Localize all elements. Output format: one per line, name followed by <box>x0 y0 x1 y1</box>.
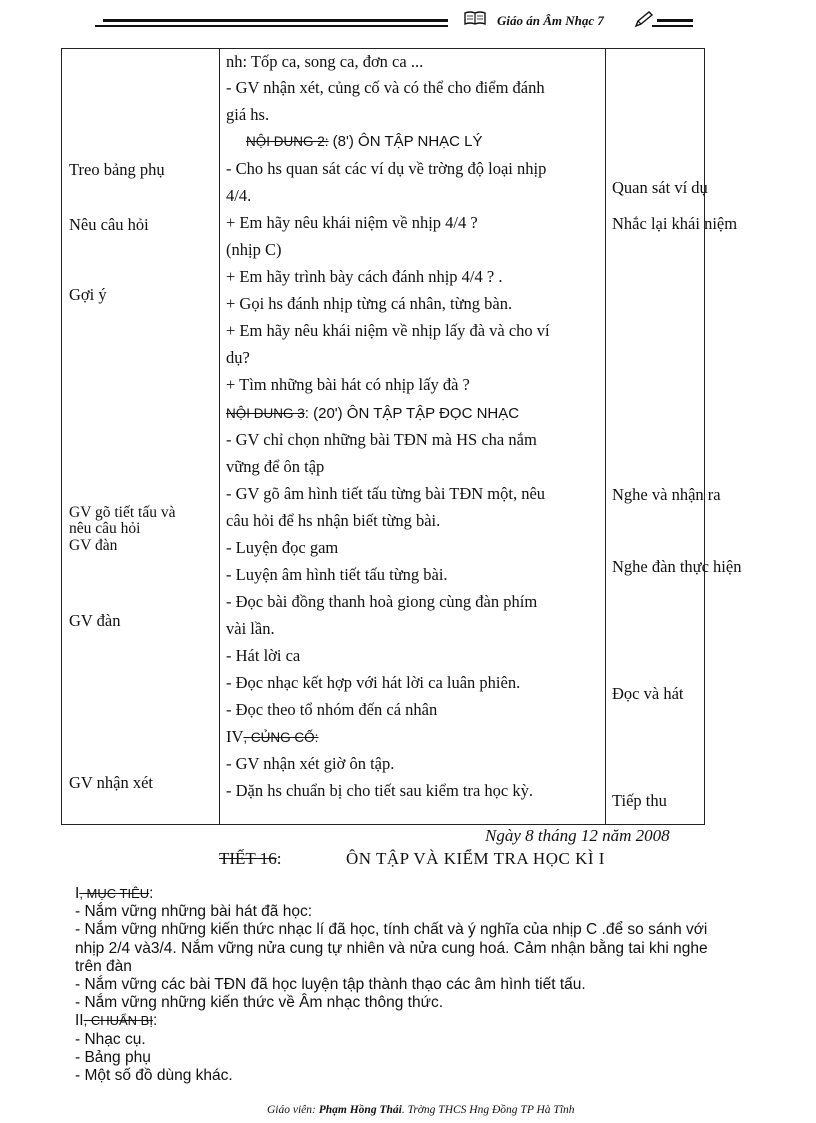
content-line: - Đọc theo tổ nhóm đến cá nhân <box>226 700 438 719</box>
teacher-activity: Treo bảng phụ <box>69 160 165 179</box>
preparation-line: - Một số đồ dùng khác. <box>75 1067 233 1085</box>
student-activity: Quan sát ví dụ <box>612 178 708 197</box>
column-divider <box>219 49 220 824</box>
content-line: - Đọc bài đồng thanh hoà giong cùng đàn phím <box>226 592 538 611</box>
objective-line: trên đàn <box>75 957 132 975</box>
lesson-body <box>75 885 785 1085</box>
content-line: vài lần. <box>226 619 275 638</box>
header-rule-bottom <box>95 25 448 27</box>
objective-line: - Nắm vững các bài TĐN đã học luyện tập thành thạo các âm hình tiết tấu. <box>75 976 586 994</box>
content-heading-4: IV, CỦNG CỐ: <box>226 727 319 746</box>
student-activity: Nghe và nhận ra <box>612 485 721 504</box>
lesson-number: TIẾT 16: <box>219 849 282 868</box>
content-line: - Đọc nhạc kết hợp với hát lời ca luân phiên. <box>226 673 521 692</box>
content-line: - Hát lời ca <box>226 646 301 665</box>
teacher-activity: GV gõ tiết tấu và <box>69 504 176 521</box>
content-heading-3: NỘI DUNG 3: (20') ÔN TẬP TẬP ĐỌC NHẠC <box>226 405 520 422</box>
student-activity: Nghe đàn thực hiện <box>612 557 742 576</box>
content-line: - GV gõ âm hình tiết tấu từng bài TĐN một, nêu <box>226 484 546 503</box>
content-line: nh: Tốp ca, song ca, đơn ca ... <box>226 52 424 71</box>
content-line: câu hỏi để hs nhận biết từng bài. <box>226 511 441 530</box>
content-line: (nhịp C) <box>226 240 282 259</box>
lesson-title: ÔN TẬP VÀ KIỂM TRA HỌC KÌ I <box>346 849 605 868</box>
content-line: + Tìm những bài hát có nhịp lấy đà ? <box>226 375 470 394</box>
section-heading-objectives: I, MỤC TIÊU: <box>75 885 154 902</box>
lesson-date: Ngày 8 tháng 12 năm 2008 <box>485 826 670 845</box>
objective-line: - Nắm vững những bài hát đã học: <box>75 903 313 921</box>
document-header-title: Giáo án Âm Nhạc 7 <box>497 13 604 28</box>
content-line: - Cho hs quan sát các ví dụ về trờng độ loại nhịp <box>226 159 547 178</box>
content-line: dụ? <box>226 348 250 367</box>
teacher-activity: GV đàn <box>69 611 121 630</box>
header-rule-right-bottom <box>652 25 693 27</box>
student-activity: Đọc và hát <box>612 684 684 703</box>
teacher-activity: Gợi ý <box>69 285 107 304</box>
content-line: - GV chỉ chọn những bài TĐN mà HS cha nắm <box>226 430 537 449</box>
teacher-activity: GV nhận xét <box>69 773 154 792</box>
teacher-activity: nêu câu hỏi <box>69 520 141 537</box>
content-line: - Luyện âm hình tiết tấu từng bài. <box>226 565 448 584</box>
objective-line: - Nắm vững những kiến thức về Âm nhạc thông thức. <box>75 994 444 1012</box>
content-line: + Em hãy trình bày cách đánh nhịp 4/4 ? . <box>226 267 503 286</box>
preparation-line: - Nhạc cụ. <box>75 1030 146 1048</box>
content-line: giá hs. <box>226 105 270 124</box>
content-line: - Luyện đọc gam <box>226 538 339 557</box>
objective-line: nhịp 2/4 và3/4. Nắm vững nửa cung tự nhiên và nửa cung hoá. Cảm nhận bằng tai khi nghe <box>75 939 708 957</box>
content-line: 4/4. <box>226 186 252 205</box>
pen-icon <box>634 10 654 28</box>
column-divider <box>605 49 606 824</box>
content-line: + Em hãy nêu khái niệm về nhịp lấy đà và cho ví <box>226 321 550 340</box>
content-line: - Dặn hs chuẩn bị cho tiết sau kiểm tra học kỳ. <box>226 781 533 800</box>
objective-line: - Nắm vững những kiến thức nhạc lí đã học, tính chất và ý nghĩa của nhịp C .để so sánh với <box>75 921 708 939</box>
student-activity: Tiếp thu <box>612 791 667 810</box>
section-heading-preparation: II, CHUẨN BỊ: <box>75 1012 158 1030</box>
header-rule-right-top <box>657 19 693 22</box>
content-line: + Em hãy nêu khái niệm về nhịp 4/4 ? <box>226 213 478 232</box>
student-activity: Nhắc lại khái niệm <box>612 214 738 233</box>
preparation-line: - Bảng phụ <box>75 1048 151 1066</box>
content-heading-2: NỘI DUNG 2: (8') ÔN TẬP NHẠC LÝ <box>246 133 483 150</box>
content-line: vững để ôn tập <box>226 457 325 476</box>
document-footer: Giáo viên: Phạm Hồng Thái. Trờng THCS Hng Đồng TP Hà Tĩnh <box>267 1104 575 1116</box>
teacher-activity: Nêu câu hỏi <box>69 215 149 234</box>
book-icon <box>464 10 486 26</box>
lesson-activity-table <box>61 48 742 825</box>
content-line: + Gọi hs đánh nhịp từng cá nhân, từng bàn. <box>226 294 513 313</box>
content-line: - GV nhận xét, củng cố và có thể cho điểm đánh <box>226 78 545 97</box>
header-rule-top <box>103 19 448 22</box>
teacher-activity: GV đàn <box>69 537 118 554</box>
content-line: - GV nhận xét giờ ôn tập. <box>226 754 395 773</box>
